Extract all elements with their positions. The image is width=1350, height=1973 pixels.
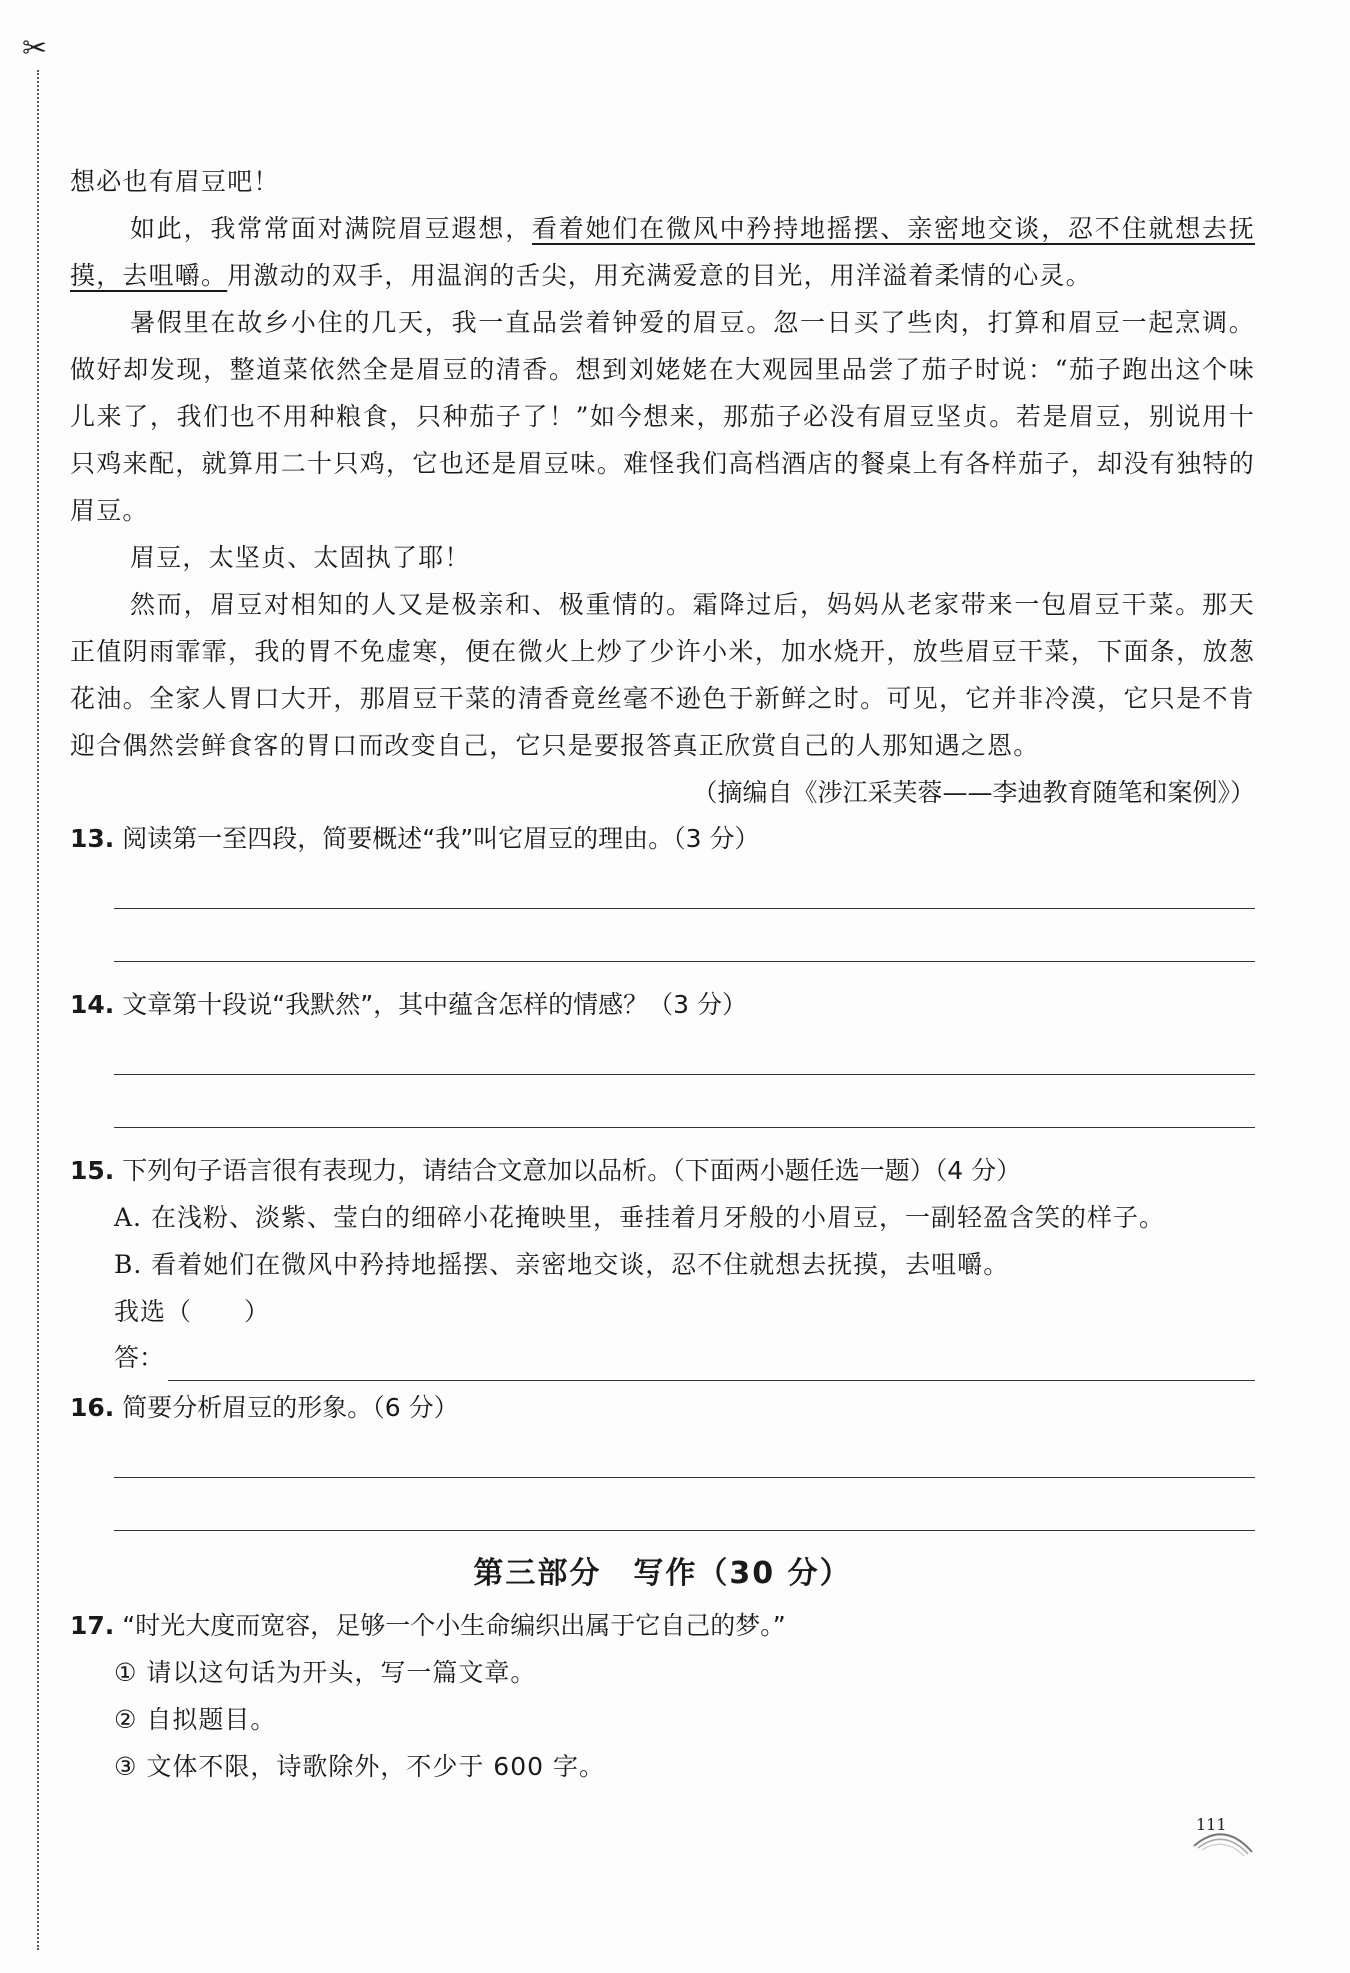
- question-17: [70, 1603, 1255, 1649]
- question-14-number: 14.: [70, 990, 115, 1019]
- question-15-text: 下列句子语言很有表现力，请结合文意加以品析。（下面两小题任选一题）（4 分）: [122, 1156, 1022, 1185]
- question-15-answer-label: 答：: [114, 1343, 165, 1372]
- passage-paragraph-4: 眉豆，太坚贞、太固执了耶！: [130, 543, 471, 572]
- p2-before: 如此，我常常面对满院眉豆遐想，: [130, 214, 532, 243]
- page-number: 111: [1196, 1815, 1227, 1834]
- section-3-title: 第三部分 写作（30 分）: [473, 1556, 852, 1591]
- question-13-number: 13.: [70, 824, 115, 853]
- question-16-text: 简要分析眉豆的形象。（6 分）: [122, 1393, 459, 1422]
- question-14-text: 文章第十段说“我默然”，其中蕴含怎样的情感？（3 分）: [122, 990, 748, 1019]
- question-17-requirement-1: ① 请以这句话为开头，写一篇文章。: [114, 1658, 537, 1687]
- passage-paragraph-2: [70, 205, 1255, 299]
- question-16-number: 16.: [70, 1393, 115, 1422]
- question-15-number: 15.: [70, 1156, 115, 1185]
- scissors-icon: ✂: [22, 31, 48, 66]
- question-14: [70, 982, 1255, 1028]
- cut-line: [37, 70, 39, 1950]
- passage-paragraph-3: 暑假里在故乡小住的几天，我一直品尝着钟爱的眉豆。忽一日买了些肉，打算和眉豆一起烹调。做好却发现，整道菜依然全是眉豆的清香。想到刘姥姥在大观园里品尝了茄子时说：“茄子跑出这个味儿来了，我们也不用种粮食，只种茄子了！”如今想来，那茄子必没有眉豆坚贞。若是眉豆，别说用十只鸡来配，就算用二十只鸡，它也还是眉豆味。难怪我们高档酒店的餐桌上有各样茄子，却没有独特的眉豆。: [70, 308, 1255, 525]
- question-17-text: “时光大度而宽容，足够一个小生命编织出属于它自己的梦。”: [122, 1611, 786, 1640]
- question-17-number: 17.: [70, 1611, 115, 1640]
- question-15-choice[interactable]: 我选（ ）: [114, 1297, 271, 1326]
- question-15: [70, 1148, 1255, 1194]
- question-17-requirement-3: ③ 文体不限，诗歌除外，不少于 600 字。: [114, 1752, 605, 1781]
- q15-answer-line[interactable]: [168, 1346, 1255, 1381]
- question-17-requirement-2: ② 自拟题目。: [114, 1705, 277, 1734]
- question-16: [70, 1385, 1255, 1431]
- question-15-option-a: A. 在浅粉、淡紫、莹白的细碎小花掩映里，垂挂着月牙般的小眉豆，一副轻盈含笑的样子。: [114, 1203, 1165, 1232]
- question-15-answer-row: [114, 1335, 1255, 1381]
- question-13: [70, 816, 1255, 862]
- passage-paragraph-1: 想必也有眉豆吧！: [70, 167, 280, 196]
- question-15-option-b: B. 看着她们在微风中矜持地摇摆、亲密地交谈，忍不住就想去抚摸，去咀嚼。: [114, 1250, 1010, 1279]
- p2-after: 用激动的双手，用温润的舌尖，用充满爱意的目光，用洋溢着柔情的心灵。: [227, 261, 1092, 290]
- passage-paragraph-5: 然而，眉豆对相知的人又是极亲和、极重情的。霜降过后，妈妈从老家带来一包眉豆干菜。那天正值阴雨霏霏，我的胃不免虚寒，便在微火上炒了少许小米，加水烧开，放些眉豆干菜，下面条，放葱花油。全家人胃口大开，那眉豆干菜的清香竟丝毫不逊色于新鲜之时。可见，它并非冷漠，它只是不肯迎合偶然尝鲜食客的胃口而改变自己，它只是要报答真正欣赏自己的人那知遇之恩。: [70, 590, 1255, 760]
- question-13-text: 阅读第一至四段，简要概述“我”叫它眉豆的理由。（3 分）: [122, 824, 760, 853]
- passage-source: （摘编自《涉江采芙蓉——李迪教育随笔和案例》）: [692, 778, 1255, 807]
- p2-underlined-sentence: 看着她们在微风中矜持地摇摆、亲密地交谈，忍不住就想去抚摸，去咀嚼。: [70, 214, 1255, 290]
- page-content: [70, 158, 1255, 1790]
